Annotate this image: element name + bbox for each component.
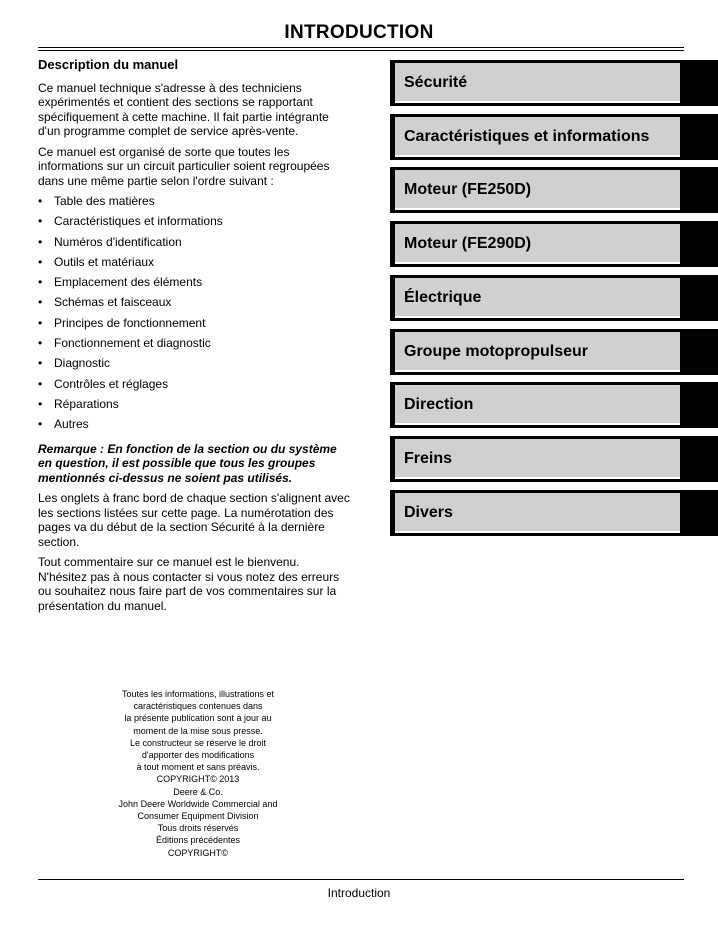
tab-label: Caractéristiques et informations <box>404 127 650 145</box>
tab-moteur-fe250d[interactable] <box>390 167 718 213</box>
page-footer: Introduction <box>327 886 391 900</box>
copyright-line: Consumer Equipment Division <box>137 811 259 822</box>
tab-label: Direction <box>404 396 474 414</box>
copyright-line: COPYRIGHT© 2013 <box>156 774 240 785</box>
tab-divers[interactable] <box>390 490 718 536</box>
footer-rule <box>38 879 684 880</box>
list-item: • Diagnostic <box>38 356 350 376</box>
copyright-line: Tous droits réservés <box>157 823 239 834</box>
copyright-line: COPYRIGHT© <box>167 847 229 858</box>
copyright-line: Éditions précédentes <box>155 835 241 846</box>
tab-electrique[interactable] <box>390 275 718 321</box>
title-rule <box>38 47 684 51</box>
tab-caracteristiques[interactable] <box>390 114 718 160</box>
copyright-line: d'apporter des modifications <box>141 750 255 761</box>
list-item: • Emplacement des éléments <box>38 275 350 295</box>
tab-securite[interactable] <box>390 60 718 106</box>
list-item: • Numéros d'identification <box>38 235 350 255</box>
tab-label: Groupe motopropulseur <box>404 342 588 360</box>
copyright-line: John Deere Worldwide Commercial and <box>118 798 278 809</box>
section-heading: Description du manuel <box>38 57 179 72</box>
contents-list <box>38 194 350 438</box>
copyright-notice <box>100 688 296 859</box>
copyright-line: la présente publication sont à jour au <box>124 713 272 724</box>
list-item: • Fonctionnement et diagnostic <box>38 336 350 356</box>
list-item: • Table des matières <box>38 194 350 214</box>
tab-label: Freins <box>404 449 453 467</box>
tab-label: Électrique <box>404 288 482 306</box>
copyright-line: caractéristiques contenues dans <box>133 701 263 712</box>
page-title: INTRODUCTION <box>284 22 434 43</box>
tab-label: Sécurité <box>404 74 468 91</box>
list-item: • Réparations <box>38 397 350 417</box>
tab-freins[interactable] <box>390 436 718 482</box>
copyright-line: à tout moment et sans préavis. <box>136 762 260 773</box>
tab-label: Moteur (FE250D) <box>404 181 532 199</box>
copyright-line: Toutes les informations, illustrations et <box>121 689 275 699</box>
list-item: • Principes de fonctionnement <box>38 316 350 336</box>
copyright-line: Le constructeur se réserve le droit <box>129 737 267 748</box>
list-item: • Caractéristiques et informations <box>38 214 350 234</box>
feedback-paragraph: Tout commentaire sur ce manuel est le bienvenu. N'hésitez pas à nous contacter si vous notez des erreurs ou souhaitez nous faire part de vos commentaires sur la présentation du manuel. <box>38 555 340 613</box>
remark-note: Remarque : En fonction de la section ou du système en question, il est possible que tous les groupes mentionnés ci-dessus ne soient pas utilisés. <box>38 441 337 485</box>
tab-moteur-fe290d[interactable] <box>390 221 718 267</box>
tab-direction[interactable] <box>390 382 718 428</box>
tabs-paragraph: Les onglets à franc bord de chaque section s'alignent avec les sections listées sur cette page. La numérotation des pages va du début de la section Sécurité à la dernière section. <box>38 491 350 549</box>
tab-label: Divers <box>404 503 453 521</box>
tab-label: Moteur (FE290D) <box>404 235 532 253</box>
copyright-line: Deere & Co. <box>173 786 223 797</box>
copyright-line: moment de la mise sous presse. <box>133 725 263 736</box>
list-item: • Autres <box>38 417 350 437</box>
list-item: • Contrôles et réglages <box>38 377 350 397</box>
intro-paragraph: Ce manuel technique s'adresse à des techniciens expérimentés et contient des sections se rapportant spécifiquement à cette machine. Il fait partie intégrante d'un programme complet de service après-vente. <box>38 80 329 138</box>
organization-paragraph: Ce manuel est organisé de sorte que toutes les informations sur un circuit particulier soient regroupées dans une même partie selon l'ordre suivant : <box>38 144 330 188</box>
list-item: • Outils et matériaux <box>38 255 350 275</box>
tab-groupe-motopropulseur[interactable] <box>390 329 718 375</box>
list-item: • Schémas et faisceaux <box>38 295 350 315</box>
manual-description <box>38 58 350 619</box>
